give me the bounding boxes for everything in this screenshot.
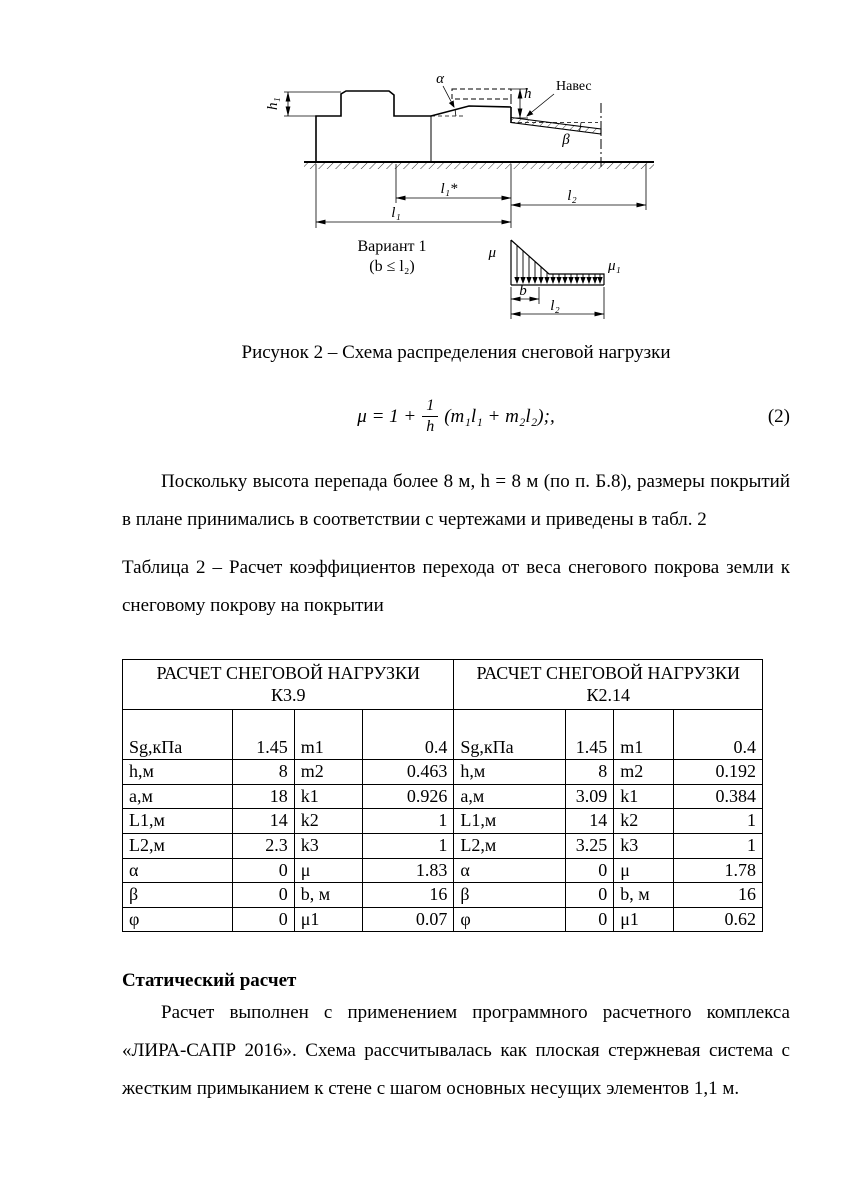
cell-param: β	[123, 883, 233, 908]
cell-value: 0.4	[674, 710, 763, 760]
cell-value: 14	[232, 809, 294, 834]
cell-param: k3	[614, 833, 674, 858]
cell-value: 1.45	[566, 710, 614, 760]
cell-value: 8	[566, 760, 614, 785]
cell-param: L1,м	[454, 809, 566, 834]
table-row	[123, 858, 763, 883]
table-title-left: РАСЧЕТ СНЕГОВОЙ НАГРУЗКИ К3.9	[123, 660, 454, 710]
cell-value: 2.3	[232, 833, 294, 858]
cell-value: 3.25	[566, 833, 614, 858]
fraction-numerator: 1	[422, 396, 438, 417]
figure-2	[256, 70, 656, 332]
beta-label: β	[562, 132, 570, 148]
cell-param: L2,м	[454, 833, 566, 858]
paragraph-snow-height: Поскольку высота перепада более 8 м, h = 8 м (по п. Б.8), размеры покрытий в плане принимались в соответствии с чертежами и приведены в табл. 2	[122, 471, 790, 530]
cell-value: 0	[566, 907, 614, 932]
cell-param: a,м	[123, 784, 233, 809]
cell-value: 0.926	[362, 784, 454, 809]
cell-value: 0	[232, 858, 294, 883]
l1-label: l₁	[391, 205, 401, 221]
cell-param: L1,м	[123, 809, 233, 834]
table-title-right: РАСЧЕТ СНЕГОВОЙ НАГРУЗКИ К2.14	[454, 660, 763, 710]
cell-value: 1	[674, 809, 763, 834]
cell-param: μ	[294, 858, 362, 883]
cell-param: b, м	[614, 883, 674, 908]
h-label: h	[524, 86, 532, 102]
cell-param: L2,м	[123, 833, 233, 858]
cell-value: 0.384	[674, 784, 763, 809]
cell-param: m2	[614, 760, 674, 785]
cell-param: k1	[614, 784, 674, 809]
cell-value: 18	[232, 784, 294, 809]
figure-caption: Рисунок 2 – Схема распределения снеговой нагрузки	[241, 342, 671, 363]
cell-param: a,м	[454, 784, 566, 809]
mu1-label: μ₁	[608, 258, 621, 274]
cell-param: Sg,кПа	[454, 710, 566, 760]
cell-value: 0	[232, 883, 294, 908]
cell-value: 0.192	[674, 760, 763, 785]
cell-param: φ	[123, 907, 233, 932]
cell-value: 16	[674, 883, 763, 908]
variant-title: Вариант 1	[357, 238, 427, 255]
cell-value: 0.62	[674, 907, 763, 932]
l2-bottom-label: l₂	[550, 298, 560, 314]
cell-param: Sg,кПа	[123, 710, 233, 760]
formula-fraction	[422, 396, 438, 437]
alpha-label: α	[436, 71, 444, 87]
table-row	[123, 907, 763, 932]
mu-label: μ	[488, 245, 496, 261]
cell-value: 14	[566, 809, 614, 834]
cell-value: 0.463	[362, 760, 454, 785]
cell-value: 8	[232, 760, 294, 785]
cell-param: μ1	[294, 907, 362, 932]
table-row	[123, 833, 763, 858]
cell-param: m1	[294, 710, 362, 760]
paragraph-static-calc: Расчет выполнен с применением программного расчетного комплекса «ЛИРА-САПР 2016». Схема рассчитывалась как плоская стержневая система с жестким примыканием к стене с шагом основных несущих элементов 1,1 м.	[122, 1002, 790, 1100]
cell-param: k3	[294, 833, 362, 858]
cell-param: k2	[294, 809, 362, 834]
building-profile	[316, 89, 601, 167]
cell-param: α	[454, 858, 566, 883]
cell-value: 1.78	[674, 858, 763, 883]
variant-condition: (b ≤ l₂)	[369, 258, 415, 275]
h1-label: h₁	[265, 97, 281, 110]
cell-value: 1.83	[362, 858, 454, 883]
cell-param: μ	[614, 858, 674, 883]
table-row	[123, 809, 763, 834]
formula-prefix: μ = 1 +	[357, 405, 417, 427]
cell-value: 0	[566, 883, 614, 908]
cell-value: 0	[232, 907, 294, 932]
naves-label: Навес	[556, 79, 592, 94]
table-row	[123, 710, 763, 760]
formula-suffix: (m₁l₁ + m₂l₂);,	[444, 405, 555, 427]
formula-number: (2)	[767, 405, 790, 427]
cell-param: m1	[614, 710, 674, 760]
dimension-lines	[316, 164, 646, 228]
table-2-caption: Таблица 2 – Расчет коэффициентов перехода от веса снегового покрова земли к снеговому покрову на покрытии	[122, 557, 790, 616]
cell-param: h,м	[123, 760, 233, 785]
table-row	[123, 784, 763, 809]
cell-param: k1	[294, 784, 362, 809]
fraction-denominator: h	[426, 418, 435, 435]
cell-value: 1	[674, 833, 763, 858]
snow-load-calc-table	[122, 659, 763, 932]
snow-load-diagram	[256, 70, 656, 326]
cell-value: 16	[362, 883, 454, 908]
b-label: b	[519, 283, 527, 299]
cell-param: h,м	[454, 760, 566, 785]
cell-value: 1.45	[232, 710, 294, 760]
formula-2	[122, 396, 790, 437]
section-heading: Статический расчет	[122, 970, 297, 992]
cell-param: α	[123, 858, 233, 883]
cell-param: β	[454, 883, 566, 908]
table-header-row	[123, 660, 763, 710]
cell-param: m2	[294, 760, 362, 785]
l2-label: l₂	[567, 188, 577, 204]
cell-value: 3.09	[566, 784, 614, 809]
l1-star-label: l₁*	[440, 181, 458, 197]
cell-value: 0.07	[362, 907, 454, 932]
cell-param: k2	[614, 809, 674, 834]
table-row	[123, 883, 763, 908]
cell-value: 0.4	[362, 710, 454, 760]
cell-value: 0	[566, 858, 614, 883]
cell-param: φ	[454, 907, 566, 932]
table-row	[123, 760, 763, 785]
cell-value: 1	[362, 833, 454, 858]
cell-param: μ1	[614, 907, 674, 932]
cell-param: b, м	[294, 883, 362, 908]
cell-value: 1	[362, 809, 454, 834]
